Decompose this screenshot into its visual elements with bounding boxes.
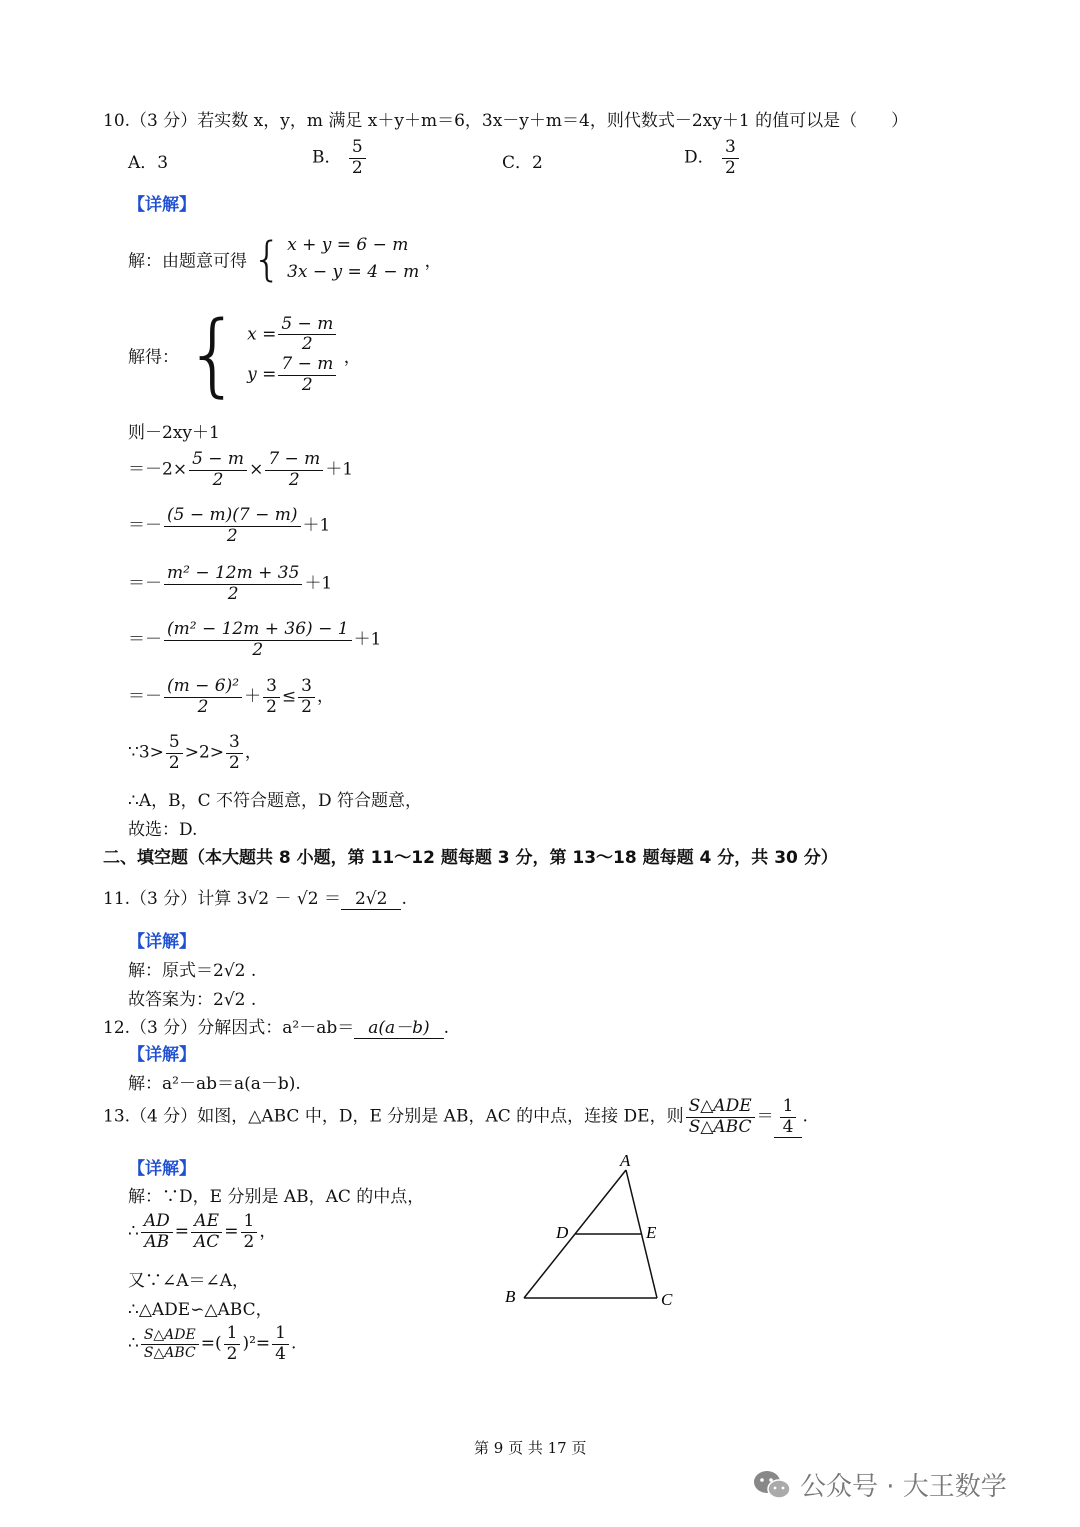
q10-step-system: 解：由题意可得 { x + y = 6 − m 3x − y = 4 − m ， bbox=[128, 232, 442, 287]
solution-system: x = $\frac{5 - m}{2}$ y = $\frac{7 - m}{2}$ bbox=[247, 315, 338, 395]
answer-blank: a(a－b) bbox=[354, 1013, 443, 1039]
q11-line-1: 解：原式＝2√2 . bbox=[128, 961, 257, 981]
q13-line-4: ∴△ADE∽△ABC， bbox=[128, 1300, 273, 1320]
q10-step-4: ＝－ $\frac{\text{(m² − 12m + 36) − 1}}{2}$ ＋1 bbox=[128, 619, 382, 660]
q10-step-7: ∴A，B，C 不符合题意，D 符合题意， bbox=[128, 791, 423, 811]
label-d: D bbox=[556, 1223, 569, 1242]
brace-icon: { bbox=[252, 232, 282, 287]
q13-line-1: 解：∵D，E 分别是 AB，AC 的中点， bbox=[128, 1187, 425, 1207]
q10-option-b: B． $\frac{5}{2}$ bbox=[312, 138, 368, 178]
label-e: E bbox=[646, 1223, 657, 1242]
watermark: 公众号 · 大王数学 bbox=[752, 1466, 1007, 1503]
q10-option-d: D． $\frac{3}{2}$ bbox=[684, 138, 741, 178]
q10-detail-heading: 【详解】 bbox=[128, 195, 196, 215]
q13-stem: 13.（4 分）如图，△ABC 中，D，E 分别是 AB，AC 的中点，连接 DE，则 $\frac{\text{S△ADE}}{\text{S△ABC}}$ ＝ $\frac{1}{4}$ . bbox=[103, 1096, 808, 1137]
q10-step-1: ＝－2× $\frac{5 - m}{2}$ × $\frac{7 - m}{2}$ ＋1 bbox=[128, 449, 354, 490]
q10-step-6: ∵3> $\frac{5}{2}$ >2> $\frac{3}{2}$ ， bbox=[128, 732, 262, 773]
triangle-figure bbox=[495, 1148, 695, 1313]
q13-line-5: ∴ $\frac{\text{S△ADE}}{\text{S△ABC}}$ =( $\frac{1}{2}$ )²= $\frac{1}{4}$ . bbox=[128, 1323, 297, 1364]
label-c: C bbox=[661, 1290, 673, 1309]
page-footer: 第 9 页 共 17 页 bbox=[474, 1439, 587, 1457]
equation-system: x + y = 6 − m 3x − y = 4 − m bbox=[287, 235, 420, 283]
q11-stem: 11.（3 分）计算 3√2 － √2 ＝ 2√2 . bbox=[103, 889, 407, 909]
q11-detail-heading: 【详解】 bbox=[128, 932, 196, 952]
q13-line-2: ∴ $\frac{AD}{AB}$ = $\frac{AE}{AC}$ = $\frac{1}{2}$ ， bbox=[128, 1211, 277, 1252]
q13-line-3: 又∵∠A＝∠A， bbox=[128, 1271, 250, 1291]
label-b: B bbox=[505, 1287, 516, 1306]
section-heading: 二、填空题（本大题共 8 小题，第 11～12 题每题 3 分，第 13～18 题每题 4 分，共 30 分） bbox=[103, 848, 838, 868]
q12-detail-heading: 【详解】 bbox=[128, 1045, 196, 1065]
answer-blank: 2√2 bbox=[341, 889, 401, 910]
q10-step-solve: 解得： { x = $\frac{5 - m}{2}$ y = $\frac{7 - m}{2}$ ， bbox=[128, 302, 361, 407]
q10-option-a: A．3 bbox=[128, 153, 169, 173]
q12-stem: 12.（3 分）分解因式：a²－ab＝ a(a－b) . bbox=[103, 1013, 449, 1039]
q13-detail-heading: 【详解】 bbox=[128, 1159, 196, 1179]
fraction: $\frac{3}{2}$ bbox=[722, 138, 739, 178]
q10-step-5: ＝－ $\frac{\text{(m − 6)²}}{2}$ ＋ $\frac{3}{2}$ ≤ $\frac{3}{2}$ ， bbox=[128, 676, 334, 717]
q10-stem: 10.（3 分）若实数 x，y，m 满足 x＋y＋m＝6，3x－y＋m＝4，则代数式－2xy＋1 的值可以是（ ） bbox=[103, 111, 909, 131]
q10-option-c: C．2 bbox=[502, 153, 543, 173]
q10-then: 则－2xy＋1 bbox=[128, 423, 220, 443]
answer-blank: $\frac{1}{4}$ bbox=[774, 1097, 803, 1138]
label-a: A bbox=[620, 1151, 631, 1170]
wechat-icon bbox=[752, 1468, 792, 1502]
q12-line-1: 解：a²－ab＝a(a－b). bbox=[128, 1074, 301, 1094]
brace-icon: { bbox=[184, 302, 242, 407]
fraction: $\frac{5}{2}$ bbox=[349, 138, 366, 178]
q11-line-2: 故答案为：2√2 . bbox=[128, 990, 257, 1010]
q10-step-3: ＝－ $\frac{\text{m² − 12m + 35}}{2}$ ＋1 bbox=[128, 563, 333, 604]
q10-step-2: ＝－ $\frac{(5 - m)(7 - m)}{2}$ ＋1 bbox=[128, 505, 331, 546]
q10-step-8: 故选：D. bbox=[128, 820, 198, 840]
